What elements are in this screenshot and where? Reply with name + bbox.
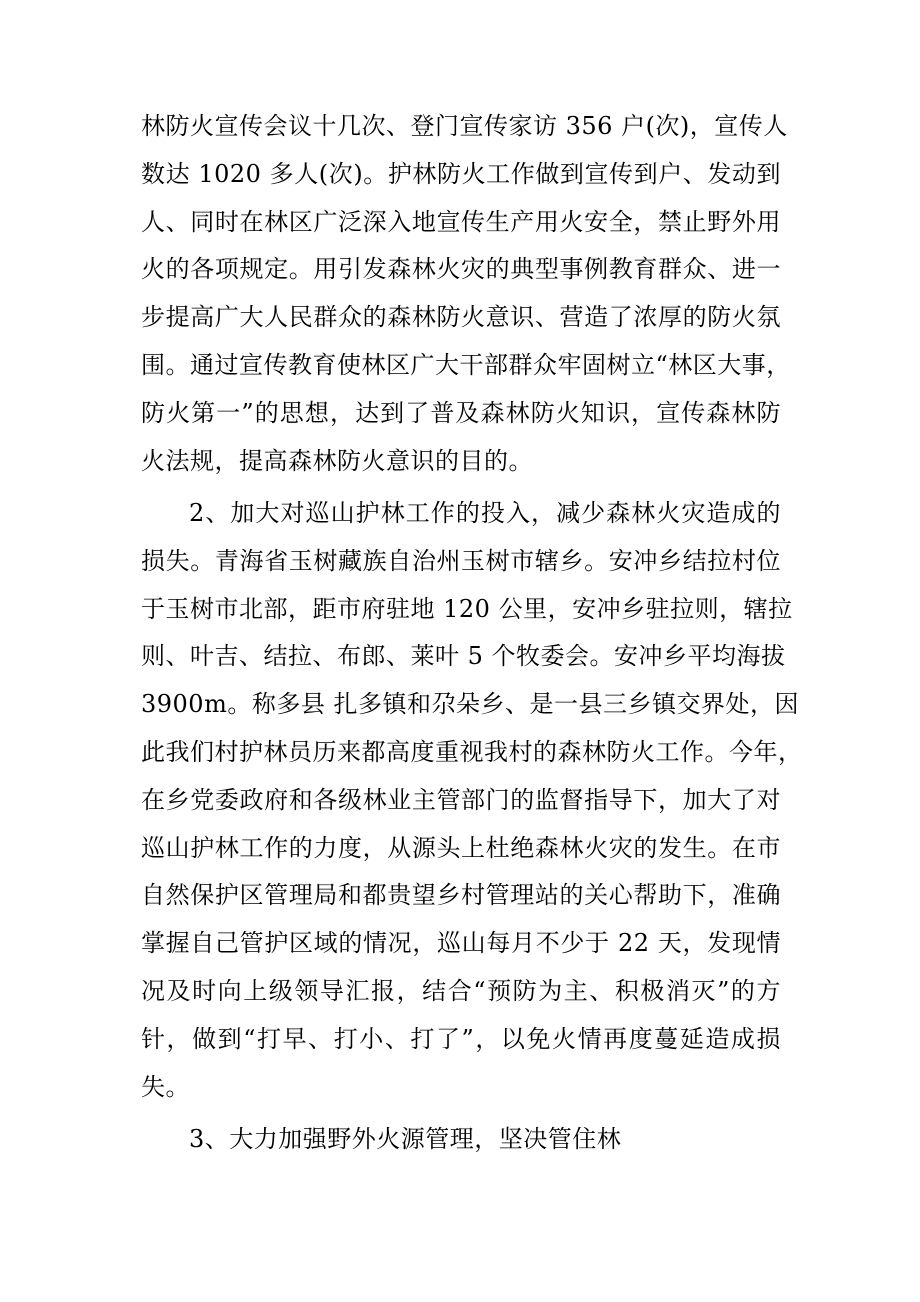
text-line: 此我们村护林员历来都高度重视我村的森林防火工作。今年， [141, 737, 803, 766]
text-line: 在乡党委政府和各级林业主管部门的监督指导下，加大了对 [141, 785, 781, 814]
text-line: 火法规，提高森林防火意识的目的。 [141, 446, 533, 475]
text-line: 步提高广大人民群众的森林防火意识、营造了浓厚的防火氛 [141, 303, 781, 332]
text-line: 3900m。称多县 扎多镇和尕朵乡、是一县三乡镇交界处，因 [141, 690, 799, 719]
paragraph-heading-line: 2、加大对巡山护林工作的投入，减少森林火灾造成的 [189, 499, 781, 527]
text-line: 失。 [141, 1072, 190, 1101]
text-line: 巡山护林工作的力度，从源头上杜绝森林火灾的发生。在市 [141, 833, 781, 862]
text-line: 防火第一”的思想，达到了普及森林防火知识，宣传森林防 [141, 398, 781, 427]
text-line: 针，做到“打早、打小、打了”，以免火情再度蔓延造成损 [141, 1024, 781, 1053]
text-line: 火的各项规定。用引发森林火灾的典型事例教育群众、进一 [141, 255, 781, 284]
paragraph-heading-line: 3、大力加强野外火源管理，坚决管住林 [189, 1125, 622, 1153]
text-line: 掌握自己管护区域的情况，巡山每月不少于 22 天，发现情 [141, 929, 781, 958]
text-line: 于玉树市北部，距市府驻地 120 公里，安冲乡驻拉则，辖拉 [141, 594, 793, 623]
text-line: 数达 1020 多人(次)。护林防火工作做到宣传到户、发动到 [141, 159, 781, 188]
text-line: 围。通过宣传教育使林区广大干部群众牢固树立“林区大事， [141, 350, 791, 379]
paragraph-publicity-results [141, 103, 791, 485]
text-line: 损失。青海省玉树藏族自治州玉树市辖乡。安冲乡结拉村位 [141, 546, 781, 575]
text-line: 则、叶吉、结拉、布郎、莱叶 5 个牧委会。安冲乡平均海拔 [141, 642, 786, 671]
paragraph-patrol-investment [141, 490, 803, 1111]
paragraph-fire-source-management [141, 1116, 781, 1164]
text-line: 自然保护区管理局和都贵望乡村管理站的关心帮助下，准确 [141, 881, 781, 910]
text-line: 况及时向上级领导汇报，结合“预防为主、积极消灭”的方 [141, 976, 781, 1005]
text-line: 林防火宣传会议十几次、登门宣传家访 356 户(次)，宣传人 [141, 112, 788, 140]
text-line: 人、同时在林区广泛深入地宣传生产用火安全，禁止野外用 [141, 207, 781, 236]
